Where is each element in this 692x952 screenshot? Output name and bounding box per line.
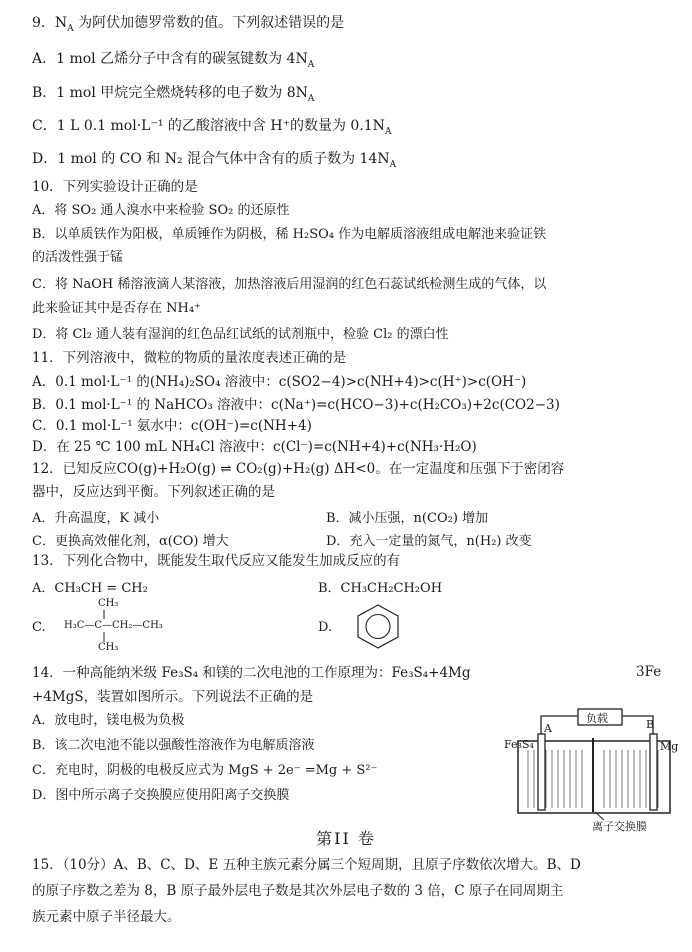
- q13-stem: 13．下列化合物中，既能发生取代反应又能发生加成反应的有: [32, 553, 401, 569]
- benzene-ring-icon: [352, 602, 404, 650]
- q14-option-a: A．放电时，镁电极为负极: [32, 713, 185, 728]
- q11-option-a: A．0.1 mol·L⁻¹ 的(NH₄)₂SO₄ 溶液中：c(SO2−4)>c(NH+4)>c(H⁺)>c(OH⁻): [32, 374, 527, 390]
- q12-option-d: D．充入一定量的氮气，n(H₂) 改变: [326, 534, 532, 549]
- battery-figure: [500, 708, 678, 832]
- q13-option-a: A．CH₃CH = CH₂: [32, 581, 148, 596]
- q15-line3: 族元素中原子半径最大。: [32, 909, 181, 925]
- battery-load-label: 负载: [586, 712, 608, 725]
- q13-structure-top: CH₃: [98, 598, 119, 609]
- q14-option-c: C．充电时，阴极的电极反应式为 MgS + 2e⁻ =Mg + S²⁻: [32, 763, 378, 778]
- q13-option-b: B．CH₃CH₂CH₂OH: [318, 581, 443, 596]
- q10-option-c-line2: 此来验证其中是否存在 NH₄⁺: [32, 301, 201, 316]
- q9-option-c: C．1 L 0.1 mol·L⁻¹ 的乙酸溶液中含 H⁺的数量为 $0.1N_A$: [32, 118, 392, 137]
- q14-option-b: B．该二次电池不能以强酸性溶液作为电解质溶液: [32, 738, 315, 753]
- q10-option-c-line1: C．将 NaOH 稀溶液滴人某溶液，加热溶液后用湿润的红色石蕊试纸检测生成的气体，以: [32, 277, 547, 292]
- mg-electrode-label: Mg: [660, 740, 679, 753]
- q14-stem-line1: 14．一种高能纳米级 Fe₃S₄ 和镁的二次电池的工作原理为：Fe₃S₄+4Mg: [32, 665, 471, 681]
- q11-option-d: D．在 25 ℃ 100 mL NH₄Cl 溶液中：c(Cl⁻)=c(NH+4)+c(NH₃·H₂O): [32, 439, 477, 455]
- q11-option-b: B．0.1 mol·L⁻¹ 的 NaHCO₃ 溶液中：c(Na⁺)=c(HCO−3)+c(H₂CO₃)+2c(CO2−3): [32, 397, 560, 413]
- q10-option-b-line1: B．以单质铁作为阳极，单质锤作为阴极，稀 H₂SO₄ 作为电解质溶液组成电解池来验证铁: [32, 227, 547, 242]
- q13-structure-bottom: CH₃: [98, 642, 119, 653]
- electrode-a-label: A: [544, 722, 552, 735]
- q13-structure-main: H₃C—C—CH₂—CH₃: [64, 620, 163, 631]
- q15-line2: 的原子序数之差为 8，B 原子最外层电子数是其次外层电子数的 3 倍，C 原子在同周期主: [32, 883, 564, 899]
- q9-option-d: D．1 mol 的 CO 和 N₂ 混合气体中含有的质子数为 $14N_A$: [32, 151, 397, 170]
- q12-stem-line2: 器中，反应达到平衡。下列叙述正确的是: [32, 484, 275, 500]
- section-title: 第II 卷: [316, 829, 376, 848]
- q12-stem-line1: 12．已知反应CO(g)+H₂O(g) ⇌ CO₂(g)+H₂(g) ΔH<0。在一定温度和压强下于密闭容: [32, 461, 565, 477]
- q10-option-b-line2: 的活泼性强于锰: [32, 250, 124, 265]
- q12-option-a: A．升高温度，K 减小: [32, 511, 160, 526]
- q9-stem: 9．$N_A$ 为阿伏加德罗常数的值。下列叙述错误的是: [32, 15, 345, 34]
- q10-stem: 10．下列实验设计正确的是: [32, 179, 198, 195]
- q12-option-b: B．减小压强，n(CO₂) 增加: [326, 511, 489, 526]
- q13-option-d-label: D.: [318, 620, 333, 635]
- fe3s4-electrode-label: Fe₃S₄: [504, 738, 534, 751]
- q11-stem: 11．下列溶液中，微粒的物质的量浓度表述正确的是: [32, 350, 347, 366]
- electrode-b-label: B: [646, 718, 655, 731]
- q10-option-a: A．将 SO₂ 通人溴水中来检验 SO₂ 的还原性: [32, 203, 290, 218]
- q12-option-c: C．更换高效催化剂，α(CO) 增大: [32, 534, 229, 549]
- q14-stem-line2: +4MgS，装置如图所示。下列说法不正确的是: [32, 689, 314, 705]
- q15-line1: 15．（10分）A、B、C、D、E 五种主族元素分属三个短周期，且原子序数依次增大。B、D: [32, 857, 581, 873]
- membrane-label: 离子交换膜: [592, 820, 647, 833]
- q9-option-b: B．1 mol 甲烷完全燃烧转移的电子数为 $8N_A$: [32, 85, 315, 104]
- q14-stem-line1-right: 3Fe: [636, 664, 662, 680]
- q10-option-d: D．将 Cl₂ 通人装有湿润的红色品红试纸的试剂瓶中，检验 Cl₂ 的漂白性: [32, 327, 449, 342]
- q11-option-c: C．0.1 mol·L⁻¹ 氨水中：c(OH⁻)=c(NH+4): [32, 418, 312, 434]
- q14-option-d: D．图中所示离子交换膜应使用阳离子交换膜: [32, 788, 290, 803]
- q13-structure-bonds: [102, 610, 106, 650]
- q9-option-a: A．1 mol 乙烯分子中含有的碳氢键数为 $4N_A$: [32, 51, 315, 70]
- q13-option-c-label: C.: [32, 620, 46, 635]
